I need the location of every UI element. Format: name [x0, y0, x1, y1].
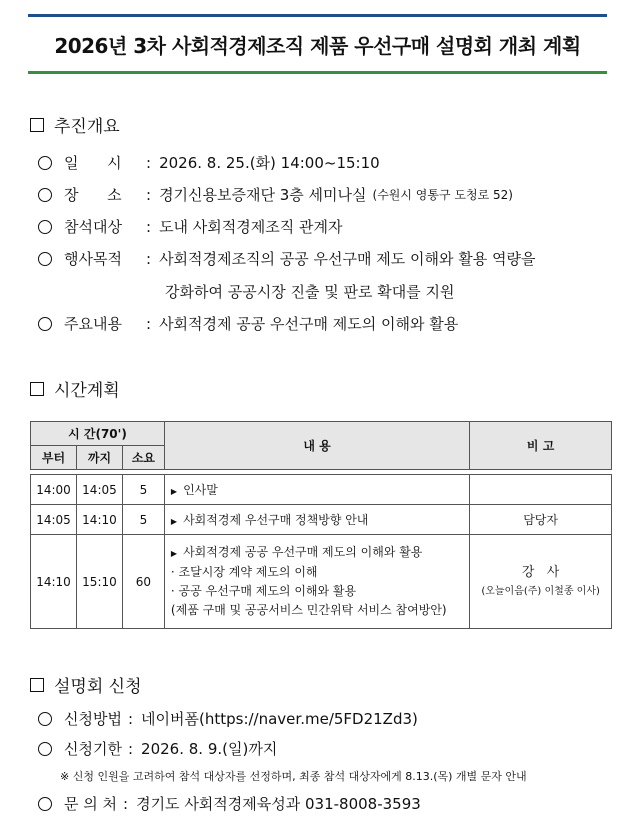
- apply-contact: 문 의 처 : 경기도 사회적경제육성과 031-8008-3593: [38, 793, 421, 814]
- header-from: 부터: [31, 446, 77, 470]
- table-row: 14:05 14:10 5 ▶ 사회적경제 우선구매 정책방향 안내 담당자: [31, 505, 612, 535]
- header-to: 까지: [76, 446, 122, 470]
- circle-bullet-icon: [38, 220, 52, 234]
- header-duration: 소요: [122, 446, 164, 470]
- overview-item-target: 참석대상 : 도내 사회적경제조직 관계자: [38, 216, 342, 237]
- triangle-bullet-icon: ▶: [170, 549, 178, 558]
- circle-bullet-icon: [38, 712, 52, 726]
- apply-notice: ※ 신청 인원을 고려하여 참석 대상자를 선정하며, 최종 참석 대상자에게 8.13.(목) 개별 문자 안내: [60, 770, 527, 783]
- circle-bullet-icon: [38, 742, 52, 756]
- table-row: 14:10 15:10 60 ▶ 사회적경제 공공 우선구매 제도의 이해와 활용 · 조달시장 계약 제도의 이해 · 공공 우선구매 제도의 이해와 활용 (제품 구매 및 공공서비스 민간위탁 서비스 참여방안) 강 사 (오늘이음(주) 이철종 이사): [31, 535, 612, 629]
- circle-bullet-icon: [38, 252, 52, 266]
- triangle-bullet-icon: ▶: [170, 517, 178, 526]
- header-time: 시 간(70'): [31, 422, 165, 446]
- overview-item-purpose: 행사목적 : 사회적경제조직의 공공 우선구매 제도 이해와 활용 역량을: [38, 248, 535, 269]
- section-overview-heading: 추진개요: [30, 112, 120, 137]
- page-title: 2026년 3차 사회적경제조직 제품 우선구매 설명회 개최 계획: [54, 33, 581, 58]
- overview-item-purpose-cont: 강화하여 공공시장 진출 및 판로 확대를 지원: [165, 283, 455, 301]
- circle-bullet-icon: [38, 156, 52, 170]
- checkbox-square-icon: [30, 382, 44, 396]
- circle-bullet-icon: [38, 797, 52, 811]
- triangle-bullet-icon: ▶: [170, 487, 178, 496]
- checkbox-square-icon: [30, 118, 44, 132]
- apply-deadline: 신청기한 : 2026. 8. 9.(일)까지: [38, 738, 277, 759]
- circle-bullet-icon: [38, 188, 52, 202]
- checkbox-square-icon: [30, 678, 44, 692]
- circle-bullet-icon: [38, 317, 52, 331]
- overview-item-content: 주요내용 : 사회적경제 공공 우선구매 제도의 이해와 활용: [38, 313, 458, 334]
- header-note: 비 고: [470, 422, 612, 470]
- header-content: 내 용: [164, 422, 469, 470]
- apply-method: 신청방법 : 네이버폼(https://naver.me/5FD21Zd3): [38, 708, 418, 729]
- table-row: 14:00 14:05 5 ▶ 인사말: [31, 475, 612, 505]
- overview-item-date: 일 시 : 2026. 8. 25.(화) 14:00~15:10: [38, 152, 380, 173]
- section-apply-heading: 설명회 신청: [30, 672, 142, 697]
- overview-item-place: 장 소 : 경기신용보증재단 3층 세미나실 (수원시 영통구 도청로 52): [38, 184, 513, 205]
- title-banner: [28, 14, 607, 74]
- signup-link[interactable]: 네이버폼(https://naver.me/5FD21Zd3): [141, 710, 418, 728]
- schedule-table: [30, 421, 612, 629]
- section-schedule-heading: 시간계획: [30, 376, 120, 401]
